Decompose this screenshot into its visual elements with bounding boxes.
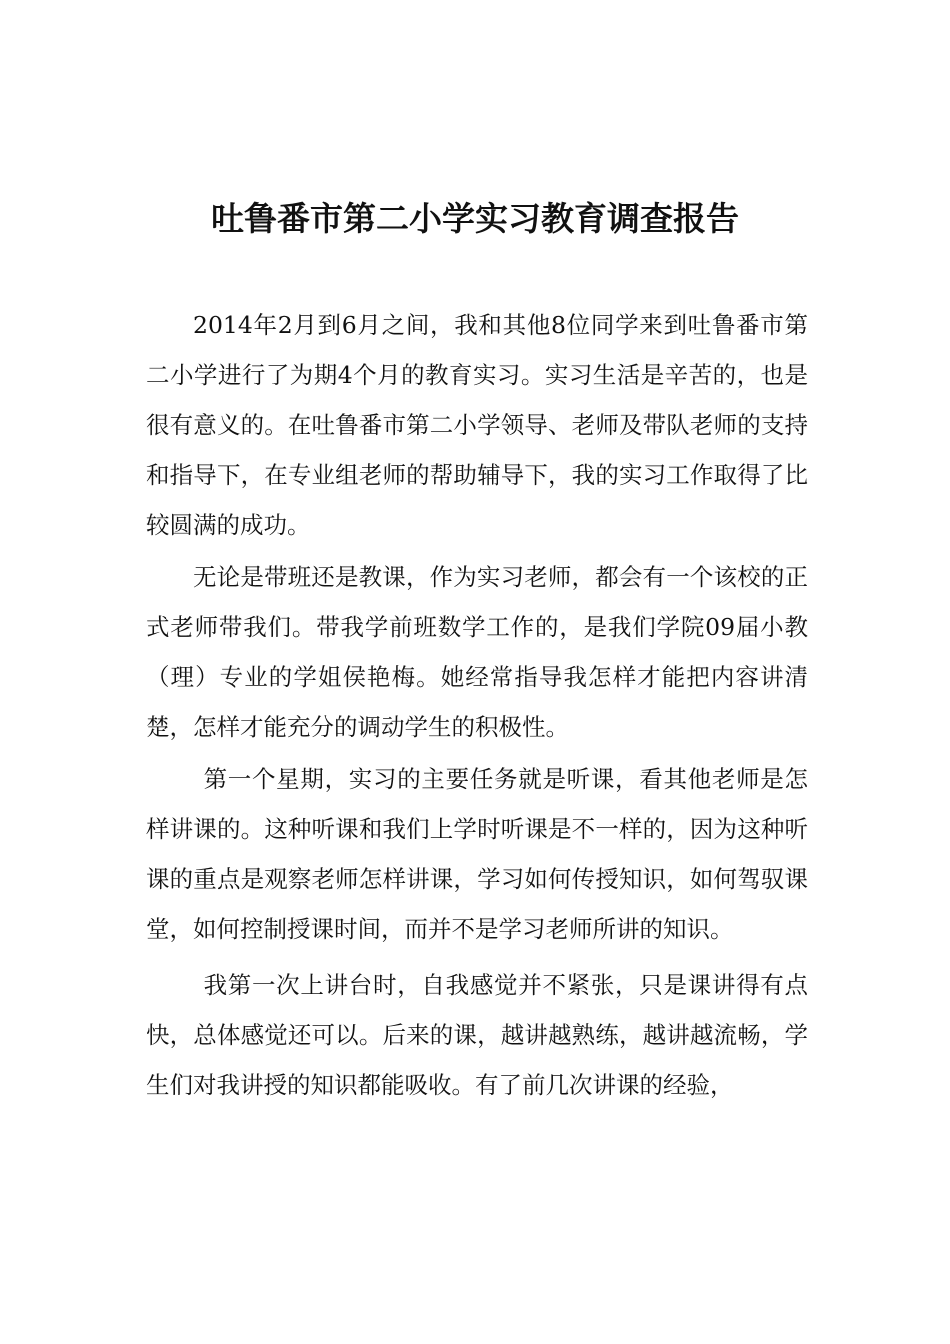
document-body: [146, 300, 808, 1110]
paragraph-4: 我第一次上讲台时，自我感觉并不紧张，只是课讲得有点快，总体感觉还可以。后来的课，越讲越熟练，越讲越流畅，学生们对我讲授的知识都能吸收。有了前几次讲课的经验，: [146, 971, 808, 1099]
paragraph-1: 2014年2月到6月之间，我和其他8位同学来到吐鲁番市第二小学进行了为期4个月的教育实习。实习生活是辛苦的，也是很有意义的。在吐鲁番市第二小学领导、老师及带队老师的支持和指导下，在专业组老师的帮助辅导下，我的实习工作取得了比较圆满的成功。: [146, 311, 808, 539]
document-title: 吐鲁番市第二小学实习教育调查报告: [211, 199, 739, 238]
paragraph-2: 无论是带班还是教课，作为实习老师，都会有一个该校的正式老师带我们。带我学前班数学工作的，是我们学院09届小教（理）专业的学姐侯艳梅。她经常指导我怎样才能把内容讲清楚，怎样才能充分的调动学生的积极性。: [146, 563, 808, 741]
paragraph-3: 第一个星期，实习的主要任务就是听课，看其他老师是怎样讲课的。这种听课和我们上学时听课是不一样的，因为这种听课的重点是观察老师怎样讲课，学习如何传授知识，如何驾驭课堂，如何控制授课时间，而并不是学习老师所讲的知识。: [146, 765, 808, 943]
